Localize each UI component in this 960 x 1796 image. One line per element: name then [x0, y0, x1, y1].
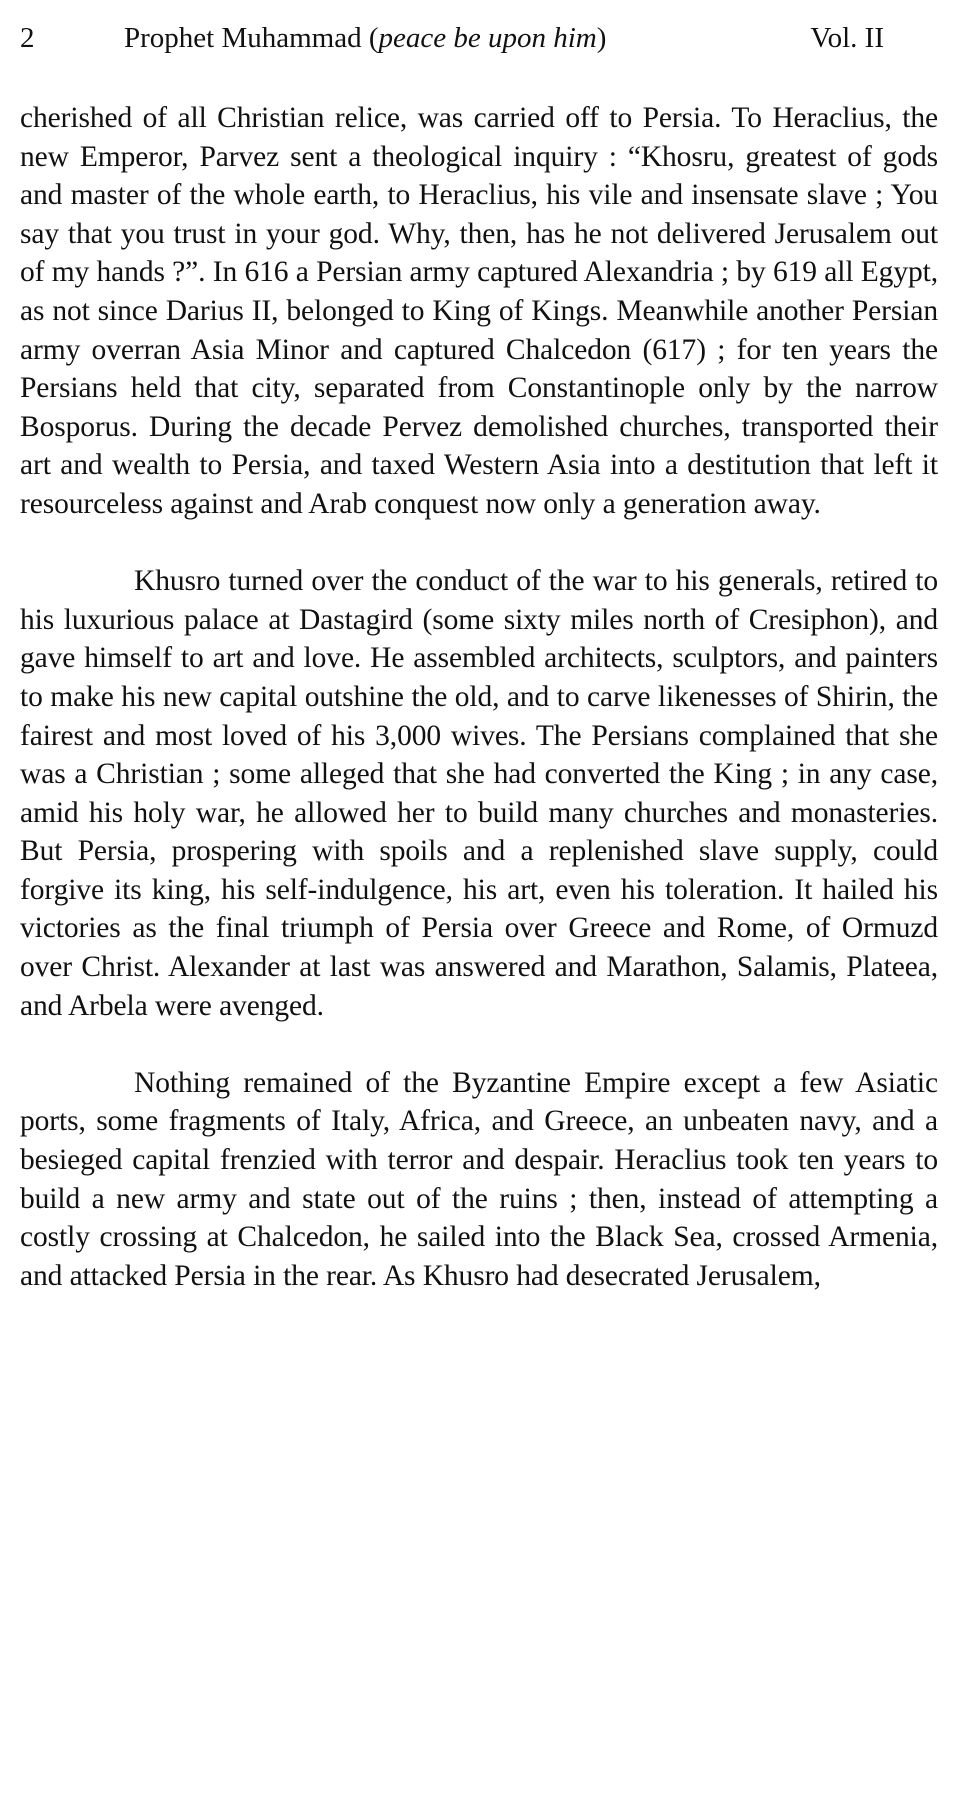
paragraph-khusro: Khusro turned over the conduct of the war to his generals, retired to his luxurious palace at Dastagird (some sixty miles north of Cresiphon), and gave himself to art and love. He assembled architects, sculptors, and painters to make his new capital outshine the old, and to carve likenesses of Shirin, the fairest and most loved of his 3,000 wives. The Persians complained that she was a Christian ; some alleged that she had converted the King ; in any case, amid his holy war, he allowed her to build many churches and monasteries. But Persia, prospering with spoils and a replenished slave supply, could forgive its king, his self-indulgence, his art, even his toleration. It hailed his victories as the final triumph of Persia over Greece and Rome, of Ormuzd over Christ. Alexander at last was answered and Marathon, Salamis, Plateea, and Arbela were avenged. [20, 565, 938, 1022]
paragraph-byzantine: Nothing remained of the Byzantine Empire except a few Asiatic ports, some fragments of Italy, Africa, and Greece, an unbeaten navy, and a besieged capital frenzied with terror and despair. Heraclius took ten years to build a new army and state out of the ruins ; then, instead of attempting a costly crossing at Chalcedon, he sailed into the Black Sea, crossed Armenia, and attacked Persia in the rear. As Khusro had desecrated Jerusalem, [20, 1066, 938, 1292]
running-header [20, 16, 940, 60]
book-page [20, 16, 940, 1295]
page-body [20, 99, 938, 1295]
book-title-main: Prophet Muhammad ( [124, 22, 379, 54]
paragraph-continued: cherished of all Christian relice, was carried off to Persia. To Heraclius, the new Emperor, Parvez sent a theological inquiry : “Khosru, greatest of gods and master of the whole earth, to Heraclius, his vile and insensate slave ; You say that you trust in your god. Why, then, has he not delivered Jerusalem out of my hands ?”. In 616 a Persian army captured Alexandria ; by 619 all Egypt, as not since Darius II, belonged to King of Kings. Meanwhile another Persian army overran Asia Minor and captured Chalcedon (617) ; for ten years the Persians held that city, separated from Constantinople only by the narrow Bosporus. During the decade Pervez demolished churches, transported their art and wealth to Persia, and taxed Western Asia into a destitution that left it resourceless against and Arab conquest now only a generation away. [20, 102, 938, 520]
page-number: 2 [20, 22, 35, 54]
volume-label: Vol. II [810, 22, 884, 54]
book-title-honorific: peace be upon him [378, 22, 597, 54]
book-title-close: ) [596, 22, 607, 54]
book-title [124, 16, 606, 60]
